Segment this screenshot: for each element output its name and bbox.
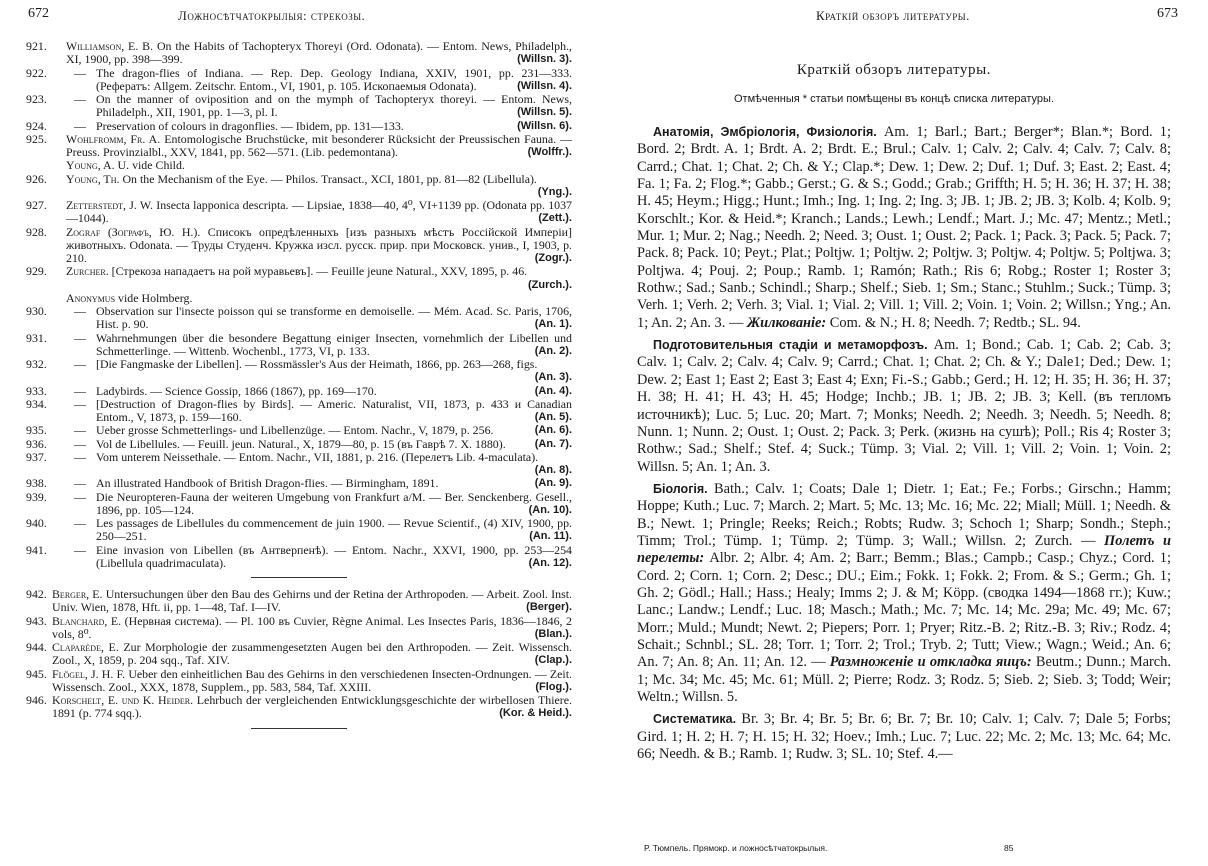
entry-text <box>96 67 572 94</box>
bibliography-entry <box>26 305 572 332</box>
entry-number: 926. <box>26 171 47 186</box>
entry-number: 936. <box>26 436 47 451</box>
paragraph-subheading: Размноженіе и откладка яицъ: <box>829 654 1032 671</box>
entry-citation: (An. 4). <box>534 384 572 397</box>
bibliography-entry <box>26 226 572 266</box>
entry-text <box>66 199 572 226</box>
entry-author: Zetterstedt, J. W. <box>66 198 153 212</box>
entry-number: 941. <box>26 542 47 557</box>
left-page-number: 672 <box>28 6 49 21</box>
entry-text <box>96 358 572 385</box>
entry-number: 934. <box>26 396 47 411</box>
entry-body: Wahrnehmungen über die besondere Begattung einiger Insecten, vornehmlich der Libellen und Schmetterlinge. — Wittenb. Wochenbl., 1773, VI, p. 133. <box>96 330 572 358</box>
bibliography-entry <box>26 292 572 305</box>
paragraph-text: Br. 3; Br. 4; Br. 5; Br. 6; Br. 7; Br. 10; Calv. 1; Calv. 7; Dale 5; Forbs; Gird. 1; H. 2; H. 7; H. 15; H. 32; Hoev.; Imh.; Luc. 7; Luc. 22; Mc. 2; Mc. 13; Mc. 64; Mc. 66; Needh. & B.; Ramb. 1; Rudw. 3; SL. 10; Stef. 4.— <box>637 711 1171 763</box>
entry-text <box>66 226 572 266</box>
entry-text <box>66 40 572 67</box>
entry-number: 933. <box>26 383 47 398</box>
entry-citation: (Willsn. 4). <box>517 79 572 92</box>
bibliography-entry <box>26 641 572 668</box>
entry-citation: (Zurch.). <box>528 278 572 291</box>
entry-author: Flögel, J. H. F. <box>52 666 126 681</box>
entry-author: Young, A. U. <box>66 158 130 173</box>
entry-ditto-dash: — <box>74 542 86 557</box>
bibliography-entry <box>26 332 572 359</box>
entry-citation: (Flog.). <box>535 680 572 693</box>
paragraph-text: Com. & N.; H. 8; Needh. 7; Redtb.; SL. 94. <box>826 314 1081 331</box>
bibliography-entry <box>26 159 572 172</box>
entry-text <box>66 173 572 200</box>
bibliography-list <box>26 40 572 739</box>
entry-text <box>66 159 572 172</box>
entry-body: Observation sur l'insecte poisson qui se transforme en demoiselle. — Mém. Acad. Sc. Paris, 1706, Hist. p. 90. <box>96 304 572 332</box>
section-title: Краткій обзоръ литературы. <box>796 62 992 78</box>
entry-number: 924. <box>26 118 47 133</box>
bibliography-entry <box>26 517 572 544</box>
entry-body: Списокъ опредѣленныхъ [изъ разныхъ мѣстъ Россійской Имперіи] животныхъ. Odonata. — Труды Студенч. Кружка изсл. русск. прир. при Московск. унив., I, 1903, p. 210. <box>66 224 572 265</box>
entry-body: [Destruction of Dragon-flies by Birds]. — Americ. Naturalist, VII, 1873, p. 433 и Canadian Entom., V, 1873, p. 159—160. <box>96 396 572 424</box>
entry-number: 942. <box>26 587 47 601</box>
entry-number: 930. <box>26 304 47 318</box>
entry-ditto-dash: — <box>74 489 86 504</box>
bibliography-entry <box>26 398 572 425</box>
bibliography-entry <box>26 588 572 615</box>
entry-text <box>96 438 572 451</box>
entry-ditto-dash: — <box>74 65 86 80</box>
entry-number: 945. <box>26 666 47 681</box>
entry-text <box>96 93 572 120</box>
entry-body: Vol de Libellules. — Feuill. jeun. Natural., X, 1879—80, p. 15 (въ Гаврѣ 7. X. 1880). <box>96 436 506 451</box>
right-page-number: 673 <box>1157 6 1178 21</box>
entry-ditto-dash: — <box>74 476 86 491</box>
entry-body: An illustrated Handbook of British Dragon-flies. — Birmingham, 1891. <box>96 476 439 491</box>
bibliography-entry <box>26 199 572 226</box>
entry-body: Ueber den einheitlichen Bau des Gehirns in den verschiedenen Insecten-Ordnungen. — Zeit. Wissensch. Zool., XXX, 1878, Supplem., pp. 583, 584, Taf. XXIII. <box>52 666 572 694</box>
entry-author: Young, Th. <box>66 171 120 186</box>
entry-number <box>26 159 66 172</box>
bibliography-entry <box>26 438 572 451</box>
entry-text <box>96 491 572 518</box>
bibliography-entry <box>26 120 572 133</box>
left-running-title: Ложносѣтчатокрылыя: стрекозы. <box>178 8 366 23</box>
entry-text <box>96 398 572 425</box>
entry-citation: (Blan.). <box>534 627 572 640</box>
entry-citation: (An. 8). <box>534 464 572 476</box>
entry-body: vide Holmberg. <box>118 290 193 305</box>
paragraph-text: Am. 1; Barl.; Bart.; Berger*; Blan.*; Bord. 1; Bord. 2; Brdt. A. 1; Brdt. A. 2; Brdt. E.; Brul.; Calv. 1; Calv. 2; Calv. 4; Calv. 7; Calv. 8; Carrd.; Chat. 1; Chat. 2; Ch. & Y.; Clap.*; Dew. 1; Dew. 2; Duf. 1; Duf. 3; East. 2; East. 4; Fa. 1; Fa. 2; Flog.*; Gabb.; Gerst.; G. & S.; Godd.; Grab.; Griffth; H. 5; H. 36; H. 37; H. 38; H. 45; Heym.; Higg.; Hunt.; Imh.; Ing. 1; Ing. 2; Ing. 3; JB. 1; JB. 2; JB. 3; Kolb. 4; Kolb. 9; Korschlt.; Kor. & Heid.*; Kranch.; Lands.; Lewh.; Lendf.; Mart. J.; Mc. 47; Mentz.; Metl.; Mur. 1; Mur. 2; Nag.; Needh. 2; Need. 3; Oust. 1; Oust. 2; Pack. 1; Pack. 3; Pack. 5; Pack. 7; Pack. 8; Pack. 10; Peyt.; Plat.; Poltjw. 1; Poltjw. 2; Poltjw. 3; Poltjw. 4; Poltjw. 5; Poltjwa. 3; Poltjwa. 4; Pouj. 2; Poup.; Ramb. 1; Ramón; Rath.; Ris 6; Robg.; Roster 1; Roster 3; Rothw.; Sad.; Sanb.; Schindl.; Sharp.; Shelf.; Sieb. 1; Sm.; Stanc.; Stuhlm.; Suck.; Tümp. 3; Verh. 1; Verh. 2; Verh. 3; Vial. 1; Vial. 2; Vill. 1; Vill. 2; Voin. 1; Voin. 2; Willsn.; Yng.; An. 1; An. 2; An. 3. — <box>637 124 1171 331</box>
entry-text <box>96 544 572 571</box>
entry-text <box>52 668 572 695</box>
bibliography-entry <box>26 491 572 518</box>
entry-citation: (Kor. & Heid.). <box>499 707 572 720</box>
section-note: Отмѣченныя * статьи помѣщены въ концѣ списка литературы. <box>733 93 1055 105</box>
entry-number: 927. <box>26 198 47 212</box>
entry-text <box>66 133 572 160</box>
entry-body: (Нервная система). — Pl. 100 въ Cuvier, Règne Animal. Les Insectes Paris, 1836—1846, 2 vols, 8⁰. <box>52 613 572 641</box>
entry-citation: (An. 2). <box>534 344 572 357</box>
entry-citation: (Wolffr.). <box>527 146 572 158</box>
entry-body: [Die Fangmaske der Libellen]. — Rossmässler's Aus der Heimath, 1866, pp. 263—268, figs. <box>96 357 538 371</box>
entry-ditto-dash: — <box>74 383 86 398</box>
entry-author: Anonymus <box>66 290 116 305</box>
entry-number: 929. <box>26 264 47 279</box>
entry-citation: (Willsn. 6). <box>517 119 572 132</box>
entry-number: 940. <box>26 516 47 530</box>
entry-text <box>96 517 572 544</box>
entry-citation: (Yng.). <box>537 185 572 198</box>
entry-text <box>52 588 572 615</box>
entry-body: On the Habits of Tachopteryx Thoreyi (Ord. Odonata). — Entom. News, Philadelph., XI, 1900, pp. 398—399. <box>66 39 572 67</box>
entry-citation: (An. 3). <box>534 371 572 384</box>
entry-number: 938. <box>26 476 47 491</box>
entry-number: 935. <box>26 423 47 438</box>
bibliography-entry <box>26 358 572 385</box>
bibliography-entry <box>26 615 572 642</box>
entry-number: 921. <box>26 39 47 53</box>
entry-ditto-dash: — <box>74 516 86 530</box>
footer-sheet-number: 85 <box>1004 843 1014 853</box>
entry-body: Ueber grosse Schmetterlings- und Libellenzüge. — Entom. Nachr., V, 1879, p. 256. <box>96 423 494 438</box>
entry-ditto-dash: — <box>74 449 86 464</box>
right-page <box>604 0 1208 866</box>
entry-author: Claparède, E. <box>52 640 119 654</box>
entry-author: Zograf (Зографъ, Ю. Н.). <box>66 224 201 239</box>
paragraph-heading: Анатомія, Эмбріологія, Физіологія. <box>653 125 877 139</box>
entry-text <box>66 265 572 292</box>
entry-number: 937. <box>26 449 47 464</box>
entry-number: 922. <box>26 65 47 80</box>
entry-number: 946. <box>26 693 47 707</box>
bibliography-entry <box>26 668 572 695</box>
paragraph-text: Beutm.; Dunn.; March. 1; Mc. 34; Mc. 45; Mc. 61; Müll. 2; Pierre; Rodz. 3; Rodz. 5; Sieb. 2; Sieb. 3; Todd; Weir; Weltn.; Willsn. 5. <box>637 654 1171 705</box>
entry-citation: (Berger). <box>526 601 572 614</box>
entry-text <box>52 641 572 668</box>
entry-text <box>96 120 572 133</box>
bibliography-entry <box>26 40 572 67</box>
paragraph-subheading: Полетъ и перелеты: <box>637 532 1171 567</box>
entry-text <box>96 385 572 398</box>
entry-text <box>52 615 572 642</box>
overview-paragraph <box>637 337 1171 476</box>
entry-citation: (Willsn. 3). <box>517 53 572 66</box>
bottom-divider <box>251 728 347 729</box>
bibliography-entry <box>26 133 572 160</box>
entry-citation: (An. 11). <box>529 530 572 543</box>
paragraph-subheading: Жилкованіе: <box>746 314 827 331</box>
overview-paragraph <box>637 481 1171 706</box>
entry-text <box>52 694 572 721</box>
entry-author: Wohlfromm, Fr. A. <box>66 131 161 146</box>
entry-body: Entomologische Bruchstücke, mit besonderer Rücksicht der Preussischen Fauna. — Preuss. Provinzialbl., XXV, 1841, pp. 562—571. (Lib. pedemontana). <box>66 131 572 159</box>
entry-number: 931. <box>26 330 47 345</box>
entry-ditto-dash: — <box>74 118 86 133</box>
entry-body: The dragon-flies of Indiana. — Rep. Dep. Geology Indiana, XXIV, 1901, pp. 231—333. (Рефератъ: Allgem. Zeitschr. Entom., VI, 1901, p. 105. Ископаемыя Odonata). <box>96 65 572 93</box>
entry-body: Insecta lapponica descripta. — Lipsiae, 1838—40, 4⁰, VI+1139 pp. (Odonata pp. 1037—1044). <box>66 198 572 226</box>
entry-body: Eine invasion von Libellen (въ Антверпенѣ). — Entom. Nachr., XXVI, 1900, pp. 253—254 (Libellula quadrimaculata). <box>96 542 572 570</box>
entry-author: Zurcher. <box>66 264 109 279</box>
entry-citation: (Willsn. 5). <box>517 106 572 119</box>
entry-text <box>96 477 572 490</box>
entry-citation: (Clap.). <box>534 654 572 667</box>
overview-paragraph <box>637 711 1171 763</box>
entry-body: Vom unterem Neissethale. — Entom. Nachr., VII, 1881, p. 216. (Перелетъ Lib. 4-maculata). <box>96 449 539 464</box>
bibliography-entry <box>26 265 572 292</box>
entry-number <box>26 292 66 305</box>
entry-citation: (An. 12). <box>528 556 572 569</box>
entry-body: vide Child. <box>132 158 185 173</box>
section-divider <box>251 577 347 578</box>
entry-ditto-dash: — <box>74 304 86 318</box>
entry-citation: (An. 6). <box>534 424 572 437</box>
entry-citation: (An. 7). <box>534 437 572 450</box>
entry-author: Berger, E. <box>52 587 103 601</box>
footer-signature: Р. Тюмпель. Прямокр. и ложносѣтчатокрылыя. <box>644 843 828 853</box>
entry-number: 944. <box>26 640 47 654</box>
entry-text <box>96 332 572 359</box>
entry-body: Lehrbuch der vergleichenden Entwicklungsgeschichte der wirbellosen Thiere. 1891 (p. 774 sqq.). <box>52 693 572 721</box>
entry-text <box>96 305 572 332</box>
entry-citation: (An. 9). <box>534 477 572 490</box>
entry-body: Untersuchungen über den Bau des Gehirns und der Retina der Arthropoden. — Arbeit. Zool. Inst. Univ. Wien, 1878, Hft. ii, pp. 1—48, Taf. I—IV. <box>52 587 572 615</box>
entry-number: 939. <box>26 489 47 504</box>
paragraph-heading: Систематика. <box>653 712 737 727</box>
bibliography-entry <box>26 173 572 200</box>
bibliography-entry <box>26 93 572 120</box>
entry-citation: (An. 10). <box>528 503 572 516</box>
bibliography-entry <box>26 477 572 490</box>
entry-number: 928. <box>26 224 47 239</box>
entry-ditto-dash: — <box>74 357 86 371</box>
entry-author: Williamson, E. B. <box>66 39 154 53</box>
entry-body: On the Mechanism of the Eye. — Philos. Transact., XCI, 1801, pp. 81—82 (Libellula). <box>122 171 537 186</box>
entry-citation: (Zogr.). <box>534 252 572 264</box>
entry-body: Preservation of colours in dragonflies. — Ibidem, pp. 131—133. <box>96 118 404 133</box>
entry-body: Zur Morphologie der zusammengesetzten Augen bei den Arthropoden. — Zeit. Wissensch. Zool., X, 1859, p. 204 sqq., Taf. XIV. <box>52 640 572 668</box>
paragraph-text: Bath.; Calv. 1; Coats; Dale 1; Dietr. 1; Eat.; Fe.; Forbs.; Girschn.; Hamm; Hoppe; Kuth.; Luc. 7; March. 2; Mart. 5; Mc. 13; Mc. 16; Mc. 22; Miall; Müll. 1; Needh. & B.; Newt. 1; Pringle; Reeks; Reich.; Robts; Rudw. 3; Schoch 1; Sharp; Sondh.; Steph.; Timm; Trol.; Tümp. 1; Tümp. 2; Tümp. 3; Wall.; Willsn. 2; Zurch. — <box>637 480 1171 549</box>
paragraph-text: Am. 1; Bond.; Cab. 1; Cab. 2; Cab. 3; Calv. 1; Calv. 2; Calv. 4; Calv. 9; Carrd.; Chat. 1; Chat. 2; Ch. & Y.; Dale1; Ded.; Dew. 1; Dew. 2; East 1; East 2; East 3; East 4; Exn; Fi.-S.; Gabb.; Gerd.; H. 12; H. 35; H. 36; H. 37; H. 38; H. 41; H. 43; H. 45; Hodge; Inchb.; JB. 1; JB. 2; JB. 3; Kell. (въ тепломъ источникѣ); Luc. 5; Luc. 20; Mart. 7; Monks; Needh. 2; Needh. 3; Needh. 5; Needh. 8; Nunn. 1; Nunn. 2; Oust. 1; Oust. 2; Pack. 3; Perk. (жизнь на сушѣ); Poll.; Ris 4; Roster 3; Rothw.; Sad.; Shelf.; Stef. 4; Suck.; Tümp. 3; Vial. 2; Vill. 1; Vill. 2; Voin. 1; Voin. 2; Willsn. 5; An. 1; An. 3. <box>637 337 1171 475</box>
entry-text <box>96 424 572 437</box>
paragraph-heading: Подготовительныя стадіи и метаморфозъ. <box>653 338 928 353</box>
entry-text <box>96 451 572 478</box>
entry-body: Les passages de Libellules du commencement de juin 1900. — Revue Scientif., (4) XIV, 1900, pp. 250—251. <box>96 516 572 544</box>
entry-body: Ladybirds. — Science Gossip, 1866 (1867), pp. 169—170. <box>96 383 377 398</box>
overview-paragraph <box>637 124 1171 332</box>
bibliography-entry <box>26 67 572 94</box>
entry-body: Die Neuropteren-Fauna der weiteren Umgebung von Frankfurt a/M. — Ber. Senckenberg. Gesell., 1896, pp. 105—124. <box>96 489 572 517</box>
bibliography-entry <box>26 385 572 398</box>
entry-citation: (Zett.). <box>538 212 572 225</box>
bibliography-entry <box>26 451 572 478</box>
entry-ditto-dash: — <box>74 396 86 411</box>
entry-number: 923. <box>26 92 47 106</box>
entry-author: Korschelt, E. und K. Heider. <box>52 693 194 707</box>
entry-number: 932. <box>26 357 47 371</box>
entry-ditto-dash: — <box>74 92 86 106</box>
entry-ditto-dash: — <box>74 330 86 345</box>
right-running-title: Краткій обзоръ литературы. <box>816 8 970 23</box>
entry-author: Blanchard, E. <box>52 613 122 628</box>
bibliography-entry <box>26 544 572 571</box>
entry-number: 943. <box>26 613 47 628</box>
entry-citation: (An. 1). <box>534 318 572 331</box>
entry-body: On the manner of oviposition and on the mymph of Tachopteryx thoreyi. — Entom. News, Philadelph., XII, 1901, pp. 1—3, pl. I. <box>96 92 572 120</box>
literature-overview <box>637 124 1171 768</box>
bibliography-entry <box>26 694 572 721</box>
entry-ditto-dash: — <box>74 436 86 451</box>
entry-number: 925. <box>26 131 47 146</box>
entry-ditto-dash: — <box>74 423 86 438</box>
bibliography-entry <box>26 424 572 437</box>
entry-text <box>66 292 572 305</box>
paragraph-text: Albr. 2; Albr. 4; Am. 2; Barr.; Bemm.; Blas.; Campb.; Casp.; Chyz.; Cord. 1; Cord. 2; Corn. 1; Corn. 2; Desc.; DU.; Eim.; Fokk. 1; Fokk. 2; From. & S.; Germ.; Gh. 1; Gh. 2; Gödl.; Hall.; Hass.; Healy; Imms 2; J. & M; Köpp. (сводка 1494—1868 гг.); Kuw.; Lanc.; Landw.; Lendf.; Luc. 18; Masch.; Math.; Mc. 7; Mc. 14; Mc. 29a; Mc. 49; Mc. 67; Morr.; Muld.; Mundt; Newt. 2; Piepers; Porr. 1; Pryer; Ritz.-B. 2; Ritz.-B. 3; Riv.; Rodz. 4; Schait.; Schnbl.; SL. 28; Torr. 1; Torr. 2; Trol.; Tryb. 2; Tutt; View.; Wagn.; Weid.; An. 6; An. 7; An. 8; An. 11; An. 12. — <box>637 550 1171 671</box>
entry-citation: (An. 5). <box>534 411 572 423</box>
entry-body: [Стрекоза нападаетъ на рой муравьевъ]. — Feuille jeune Natural., XXV, 1895, p. 46. <box>111 264 528 279</box>
paragraph-heading: Біологія. <box>653 481 708 496</box>
